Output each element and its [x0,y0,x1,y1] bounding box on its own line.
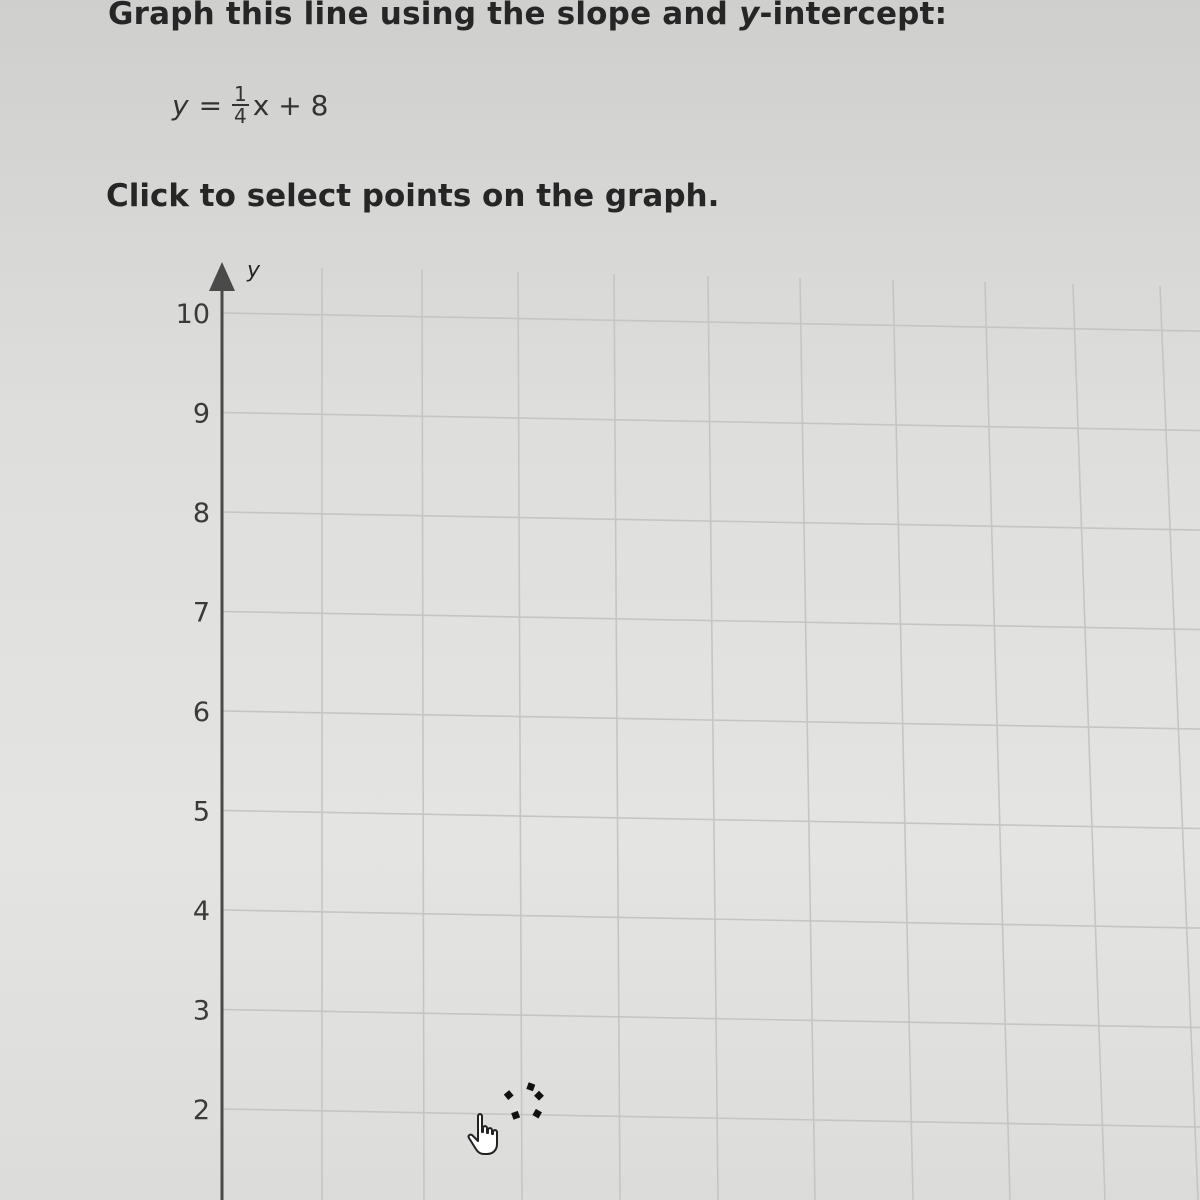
y-tick-label: 6 [192,697,210,728]
equation-lhs: y [172,88,189,122]
grid-line-vertical [985,282,1010,1200]
slope-numerator: 1 [234,82,247,106]
grid-line-vertical [893,280,913,1200]
grid-line-vertical [708,276,718,1200]
grid-line-horizontal [222,711,1200,729]
y-axis-arrow-icon [209,262,235,291]
y-tick-label: 5 [192,796,210,828]
y-tick-label: 8 [192,498,210,529]
grid-line-vertical [1160,286,1198,1200]
grid-line-vertical [614,274,620,1200]
y-tick-label: 7 [192,597,210,629]
grid-line-vertical [1073,284,1105,1200]
loading-spinner-icon [500,1080,548,1128]
grid-line-horizontal [222,811,1200,829]
grid-line-horizontal [222,413,1200,431]
grid-line-horizontal [222,313,1200,331]
y-tick-label: 4 [192,896,210,927]
grid-line-vertical [422,270,424,1200]
instruction-italic: y [739,0,760,32]
slope-denominator: 4 [234,104,247,128]
instruction-suffix: -intercept: [759,0,948,32]
equation-rest: x + 8 [252,88,329,122]
graph-prompt: Click to select points on the graph. [106,178,720,214]
grid-line-vertical [800,278,815,1200]
y-tick-label: 3 [192,995,210,1027]
y-tick-label: 2 [192,1095,210,1126]
grid-line-horizontal [222,1010,1200,1028]
equation-equals: = [198,88,223,122]
grid-line-horizontal [222,1109,1200,1127]
grid-line-horizontal [222,910,1200,928]
y-axis-label: y [247,258,261,283]
y-tick-label: 10 [175,299,210,330]
grid-line-vertical [518,272,522,1200]
instruction-prefix: Graph this line using the slope and [108,0,740,32]
y-tick-label: 9 [192,398,210,430]
